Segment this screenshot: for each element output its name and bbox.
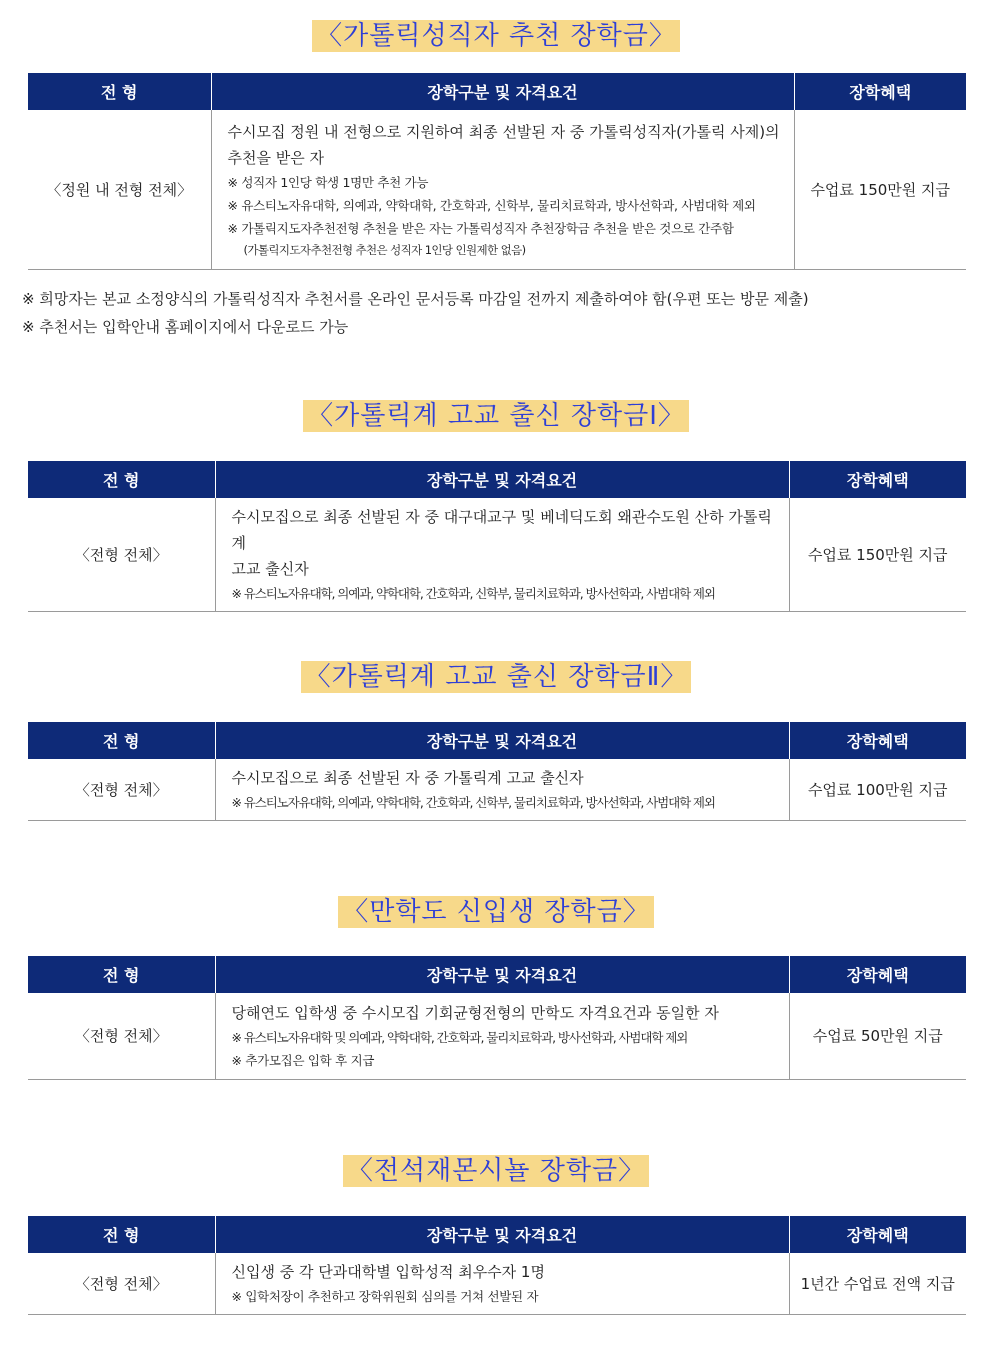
table-row	[28, 1253, 966, 1315]
requirement-note: ※ 추가모집은 입학 후 지급	[231, 1052, 375, 1068]
requirement-note: ※ 유스티노자유대학, 의예과, 약학대학, 간호학과, 신학부, 물리치료학과, 방사선학과, 사범대학 제외	[227, 197, 756, 213]
requirement-cell	[215, 498, 789, 612]
col-header-type: 전 형	[28, 956, 215, 993]
section-title: 〈가톨릭성직자 추천 장학금〉	[312, 20, 680, 52]
col-header-type: 전 형	[28, 73, 211, 110]
col-header-type: 전 형	[28, 722, 215, 759]
table-row	[28, 498, 966, 612]
requirement-note: (가톨릭지도자추천전형 추천은 성직자 1인당 인원제한 없음)	[243, 242, 526, 257]
table-header-row	[28, 1216, 966, 1253]
scholarship-table	[28, 461, 966, 612]
requirement-cell	[211, 110, 794, 269]
table-header-row	[28, 722, 966, 759]
requirement-note: ※ 입학처장이 추천하고 장학위원회 심의를 거쳐 선발된 자	[231, 1289, 539, 1304]
table-header-row	[28, 73, 966, 110]
footnotes	[22, 285, 809, 341]
benefit-cell: 수업료 150만원 지급	[789, 498, 966, 612]
col-header-requirement: 장학구분 및 자격요건	[215, 722, 789, 759]
col-header-requirement: 장학구분 및 자격요건	[211, 73, 794, 110]
section-title-wrap	[0, 400, 992, 432]
section-title-wrap	[0, 1155, 992, 1187]
section-title: 〈만학도 신입생 장학금〉	[338, 896, 654, 928]
benefit-cell: 수업료 50만원 지급	[789, 993, 966, 1079]
type-cell: 〈전형 전체〉	[28, 1253, 215, 1315]
col-header-benefit: 장학혜택	[789, 956, 966, 993]
col-header-type: 전 형	[28, 1216, 215, 1253]
section-title-wrap	[0, 661, 992, 693]
table-header-row	[28, 461, 966, 498]
requirement-note: ※ 유스티노자유대학, 의예과, 약학대학, 간호학과, 신학부, 물리치료학과, 방사선학과, 사범대학 제외	[231, 795, 715, 810]
benefit-cell: 수업료 100만원 지급	[789, 759, 966, 821]
table-header-row	[28, 956, 966, 993]
section-title: 〈가톨릭계 고교 출신 장학금Ⅱ〉	[301, 661, 692, 693]
requirement-main: 당해연도 입학생 중 수시모집 기회균형전형의 만학도 자격요건과 동일한 자	[231, 1003, 719, 1022]
type-cell: 〈정원 내 전형 전체〉	[28, 110, 211, 269]
table-row	[28, 110, 966, 269]
col-header-type: 전 형	[28, 461, 215, 498]
section-title: 〈가톨릭계 고교 출신 장학금Ⅰ〉	[303, 400, 689, 432]
section-title: 〈전석재몬시뇰 장학금〉	[343, 1155, 649, 1187]
col-header-requirement: 장학구분 및 자격요건	[215, 1216, 789, 1253]
table-row	[28, 759, 966, 821]
requirement-note: ※ 유스티노자유대학 및 의예과, 약학대학, 간호학과, 물리치료학과, 방사선학과, 사범대학 제외	[231, 1029, 688, 1045]
col-header-benefit: 장학혜택	[789, 1216, 966, 1253]
requirement-main: 수시모집으로 최종 선발된 자 중 대구대교구 및 베네딕도회 왜관수도원 산하 가톨릭계	[231, 508, 772, 552]
benefit-cell: 1년간 수업료 전액 지급	[789, 1253, 966, 1315]
scholarship-table	[28, 1216, 966, 1315]
type-cell: 〈전형 전체〉	[28, 498, 215, 612]
section-title-wrap	[0, 896, 992, 928]
requirement-note: ※ 유스티노자유대학, 의예과, 약학대학, 간호학과, 신학부, 물리치료학과, 방사선학과, 사범대학 제외	[231, 586, 715, 601]
type-cell: 〈전형 전체〉	[28, 993, 215, 1079]
col-header-requirement: 장학구분 및 자격요건	[215, 461, 789, 498]
footnote: ※ 추천서는 입학안내 홈페이지에서 다운로드 가능	[22, 318, 349, 336]
type-cell: 〈전형 전체〉	[28, 759, 215, 821]
section-title-wrap	[0, 20, 992, 52]
col-header-benefit: 장학혜택	[789, 722, 966, 759]
footnote: ※ 희망자는 본교 소정양식의 가톨릭성직자 추천서를 온라인 문서등록 마감일 전까지 제출하여야 함(우편 또는 방문 제출)	[22, 290, 809, 308]
benefit-cell: 수업료 150만원 지급	[794, 110, 966, 269]
requirement-main: 수시모집으로 최종 선발된 자 중 가톨릭계 고교 출신자	[231, 769, 584, 787]
requirement-note: ※ 성직자 1인당 학생 1명만 추천 가능	[227, 174, 429, 190]
scholarship-table	[28, 73, 966, 270]
requirement-main: 신입생 중 각 단과대학별 입학성적 최우수자 1명	[231, 1263, 545, 1281]
scholarship-table	[28, 956, 966, 1080]
col-header-benefit: 장학혜택	[789, 461, 966, 498]
table-row	[28, 993, 966, 1079]
requirement-main-cont: 고교 출신자	[231, 560, 309, 578]
requirement-note: ※ 가톨릭지도자추천전형 추천을 받은 자는 가톨릭성직자 추천장학금 추천을 받은 것으로 간주함	[227, 220, 734, 236]
requirement-main: 수시모집 정원 내 전형으로 지원하여 최종 선발된 자 중 가톨릭성직자(가톨릭 사제)의	[227, 122, 780, 141]
scholarship-table	[28, 722, 966, 821]
requirement-main-cont: 추천을 받은 자	[227, 148, 324, 167]
requirement-cell	[215, 759, 789, 821]
requirement-cell	[215, 993, 789, 1079]
col-header-requirement: 장학구분 및 자격요건	[215, 956, 789, 993]
requirement-cell	[215, 1253, 789, 1315]
col-header-benefit: 장학혜택	[794, 73, 966, 110]
